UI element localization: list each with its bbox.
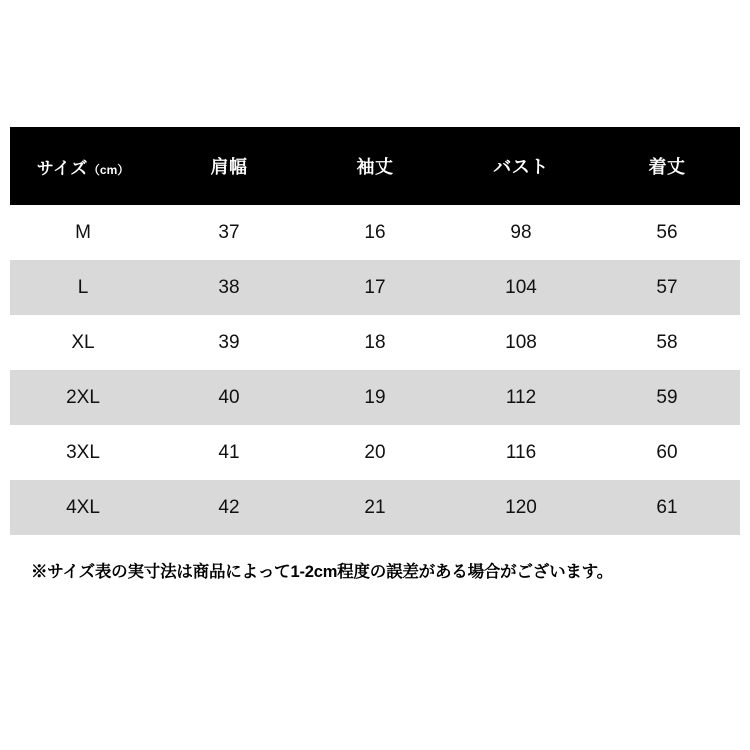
cell-size: XL xyxy=(71,331,95,353)
cell-bust: 120 xyxy=(505,496,537,518)
table-row xyxy=(10,260,740,315)
column-header-shoulder: 肩幅 xyxy=(156,127,302,205)
cell-bust: 116 xyxy=(505,441,537,463)
cell-sleeve: 18 xyxy=(364,331,386,353)
column-header-bust: バスト xyxy=(448,127,594,205)
table-header xyxy=(10,127,740,205)
cell-length: 56 xyxy=(656,221,678,243)
table-row xyxy=(10,370,740,425)
cell-shoulder: 37 xyxy=(218,221,240,243)
cell-shoulder: 41 xyxy=(218,441,240,463)
size-table xyxy=(10,127,740,535)
column-header-sleeve: 袖丈 xyxy=(302,127,448,205)
table-row xyxy=(10,425,740,480)
cell-sleeve: 20 xyxy=(364,441,386,463)
table-row xyxy=(10,315,740,370)
cell-length: 61 xyxy=(656,496,678,518)
cell-shoulder: 39 xyxy=(218,331,240,353)
cell-sleeve: 21 xyxy=(364,496,386,518)
size-table-container xyxy=(10,127,740,535)
measurement-tolerance-note: ※サイズ表の実寸法は商品によって1-2cm程度の誤差がある場合がございます。 xyxy=(31,563,613,581)
cell-length: 59 xyxy=(656,386,678,408)
cell-shoulder: 38 xyxy=(218,276,240,298)
cell-bust: 104 xyxy=(505,276,537,298)
cell-bust: 112 xyxy=(505,386,537,408)
cell-size: M xyxy=(75,221,91,243)
cell-sleeve: 17 xyxy=(364,276,386,298)
column-header-size xyxy=(10,127,156,205)
cell-size: L xyxy=(77,276,89,298)
cell-bust: 98 xyxy=(510,221,532,243)
column-header-size-unit: （cm） xyxy=(87,162,130,177)
table-row xyxy=(10,480,740,535)
cell-size: 2XL xyxy=(66,386,100,408)
cell-sleeve: 16 xyxy=(364,221,386,243)
cell-size: 3XL xyxy=(66,441,100,463)
table-header-row xyxy=(10,127,740,205)
table-body xyxy=(10,205,740,535)
cell-shoulder: 42 xyxy=(218,496,240,518)
table-row xyxy=(10,205,740,260)
cell-sleeve: 19 xyxy=(364,386,386,408)
cell-bust: 108 xyxy=(505,331,537,353)
column-header-length: 着丈 xyxy=(594,127,740,205)
cell-length: 57 xyxy=(656,276,678,298)
cell-size: 4XL xyxy=(66,496,100,518)
cell-length: 60 xyxy=(656,441,678,463)
cell-shoulder: 40 xyxy=(218,386,240,408)
cell-length: 58 xyxy=(656,331,678,353)
column-header-size-label: サイズ xyxy=(36,158,88,178)
